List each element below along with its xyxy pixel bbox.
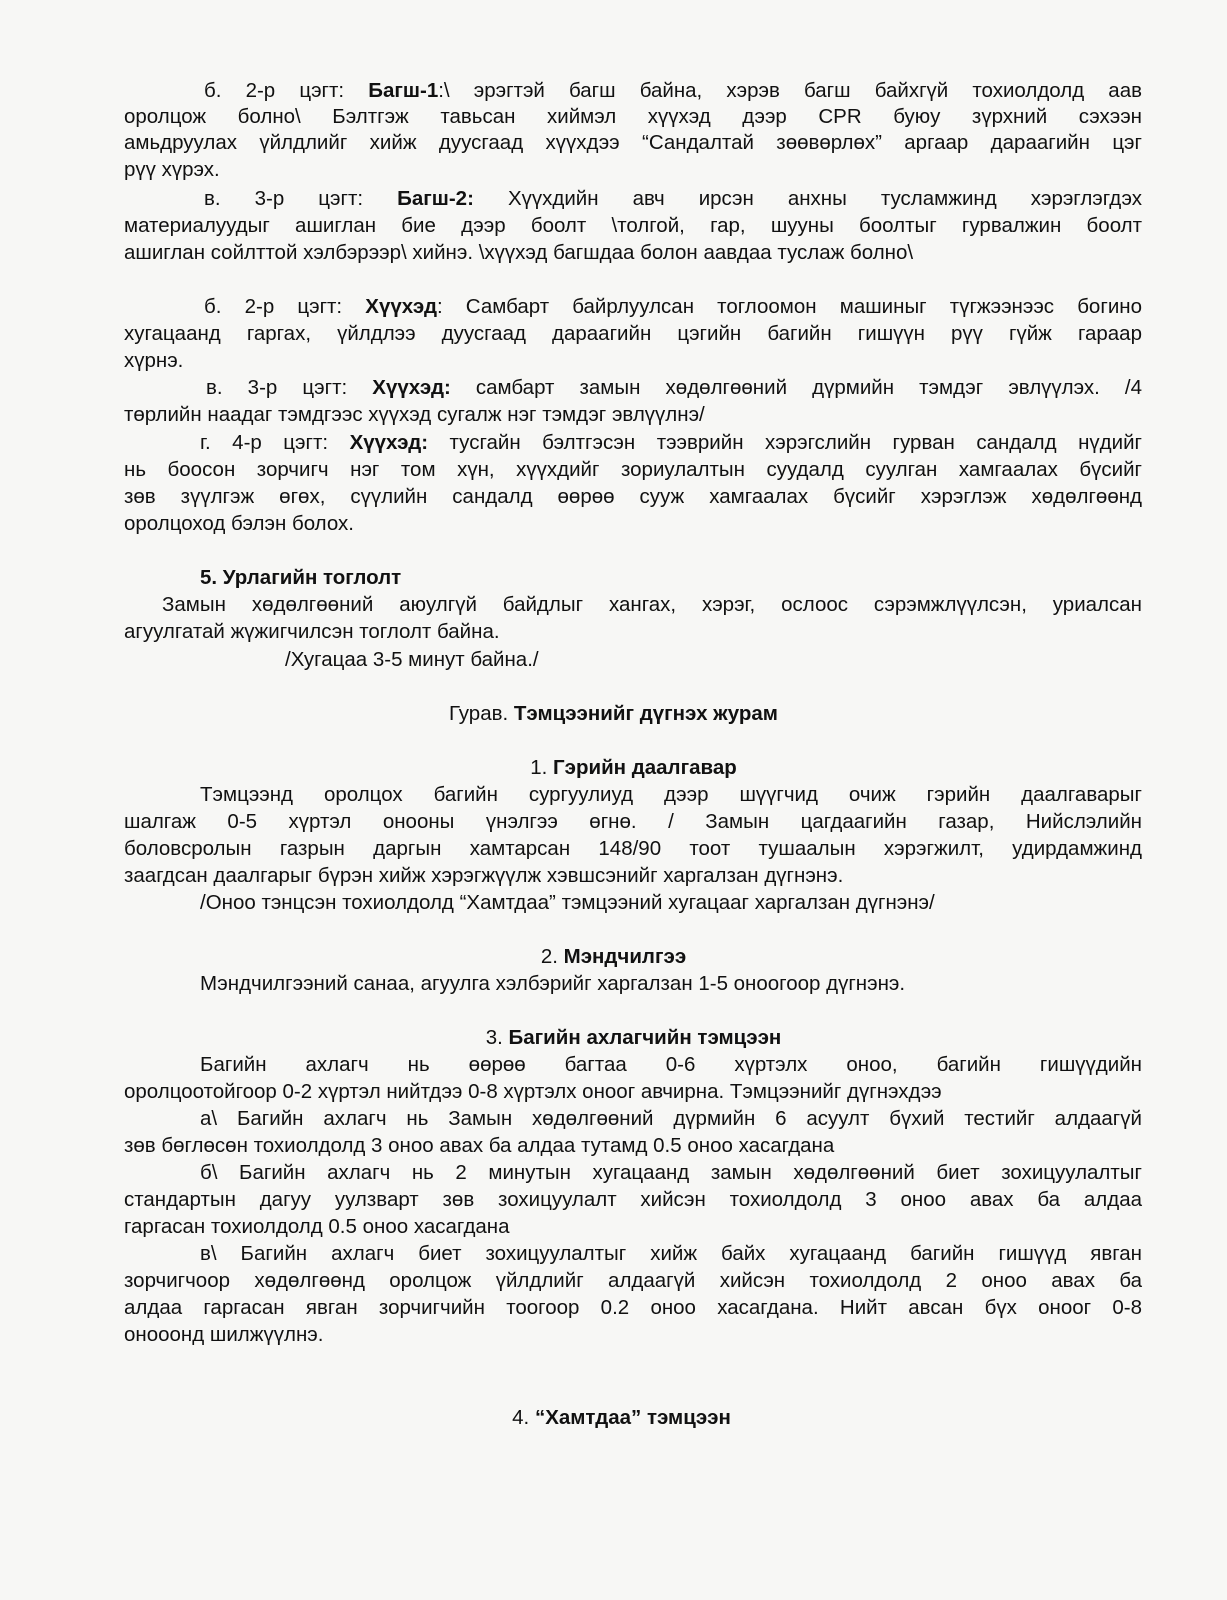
role-label: Багш-1 [368,79,439,102]
subsection-heading [20,755,1227,781]
item-text: Хүүхдийн авч ирсэн анхны тусламжинд хэрэглэгдэх [473,187,1142,210]
text-line: оролцож болно\ Бэлтгэж тавьсан хиймэл хүүхэд дээр CPR буюу зүрхний сэхээн [124,105,1142,128]
text-line: оролцоотойгоор 0-2 хүртэл нийтдээ 0-8 хүртэлх оноог авчирна. Тэмцээнийг дүгнэхдээ [124,1080,942,1103]
text-line: боловсролын газрын даргын хамтарсан 148/90 тоот тушаалын хэрэгжилт, удирдамжинд [124,837,1142,860]
part-title-text: Тэмцээнийг дүгнэх журам [513,702,778,725]
item-label: г. 4-р цэгт: [200,431,350,454]
part-prefix: Гурав. [449,702,514,725]
text-line: онооонд шилжүүлнэ. [124,1323,324,1346]
text-line: шалгаж 0-5 хүртэл онооны үнэлгээ өгнө. / Замын цагдаагийн газар, Нийслэлийн [124,810,1142,833]
role-label: Хүүхэд [365,295,437,318]
item-text: самбарт замын хөдөлгөөний дүрмийн тэмдэг эвлүүлэх. /4 [450,376,1142,399]
subsection-number: 4. [512,1406,535,1429]
item-label: в. 3-р цэгт: [204,187,398,210]
text-line: зөв зүүлгэж өгөх, сүүлийн сандалд өөрөө сууж хамгаалах бүсийг хэрэглэж хөдөлгөөнд [124,485,1142,508]
text-line: а\ Багийн ахлагч нь Замын хөдөлгөөний дүрмийн 6 асуулт бүхий тестийг алдаагүй [200,1107,1142,1130]
text-line: Мэндчилгээний санаа, агуулга хэлбэрийг харгалзан 1-5 оноогоор дүгнэнэ. [200,972,906,995]
text-line: нь боосон зорчигч нэг том хүн, хүүхдийг зориулалтын суудалд суулган хамгаалах бүсийг [124,458,1142,481]
text-line: Тэмцээнд оролцох багийн сургуулиуд дээр шүүгчид очиж гэрийн даалгаварыг [200,783,1142,806]
item-text: : Самбарт байрлуулсан тоглоомон машиныг түгжээнээс богино [436,295,1142,318]
text-line: зорчигчоор хөдөлгөөнд оролцож үйлдлийг алдаагүй хийсэн тохиолдолд 2 оноо авах ба [124,1269,1142,1292]
text-line: оролцоход бэлэн болох. [124,512,354,535]
duration-note: /Хугацаа 3-5 минут байна./ [285,648,539,671]
subsection-number: 2. [540,945,564,968]
subsection-heading [8,1405,1227,1431]
subsection-title: Мэндчилгээ [563,945,687,968]
subsection-heading [20,1025,1227,1051]
text-line: в\ Багийн ахлагч биет зохицуулалтыг хийж байх хугацаанд багийн гишүүд явган [200,1242,1142,1265]
role-label: Хүүхэд: [349,431,429,454]
subsection-heading [0,944,1227,970]
text-line: рүү хүрэх. [124,158,220,181]
para-g-child-line1 [200,430,1142,456]
text-line: гаргасан тохиолдолд 0.5 оноо хасагдана [124,1215,510,1238]
item-label: б. 2-р цэгт: [204,295,366,318]
text-line: агуулгатай жүжигчилсэн тоглолт байна. [124,620,500,643]
part-title [0,701,1227,727]
text-line: материалуудыг ашиглан бие дээр боолт \толгой, гар, шууны боолтыг гурвалжин боолт [124,214,1142,237]
item-label: в. 3-р цэгт: [206,376,373,399]
subsection-title: “Хамтдаа” тэмцээн [534,1406,731,1429]
text-line: зөв бөглөсөн тохиолдолд 3 оноо авах ба алдаа тутамд 0.5 оноо хасагдана [124,1134,835,1157]
text-line: хугацаанд гаргах, үйлдлээ дуусгаад дараагийн цэгийн багийн гишүүн рүү гүйж гараар [124,322,1142,345]
item-text: :\ эрэгтэй багш байна, хэрэв багш байхгүй тохиолдолд аав [438,79,1142,102]
text-line: хүрнэ. [124,349,184,372]
text-line: /Оноо тэнцсэн тохиолдолд “Хамтдаа” тэмцээний хугацааг харгалзан дүгнэнэ/ [200,891,935,914]
section-heading: 5. Урлагийн тоглолт [200,566,402,589]
subsection-title: Багийн ахлагчийн тэмцээн [508,1026,782,1049]
role-label: Багш-2: [397,187,474,210]
role-label: Хүүхэд: [372,376,451,399]
item-text: тусгайн бэлтгэсэн тээврийн хэрэгслийн гурван сандалд нүдийг [428,431,1143,454]
text-line: заагдсан даалгарыг бүрэн хийж хэрэгжүүлж хэвшсэнийг харгалзан дүгнэнэ. [124,864,844,887]
text-line: стандартын дагуу уулзварт зөв зохицуулалт хийсэн тохиолдолд 3 оноо авах ба алдаа [124,1188,1142,1211]
para-v-teacher2-line1 [204,186,1142,212]
para-b-teacher1-line1 [204,78,1142,104]
para-v-child-line1 [206,375,1142,401]
text-line: б\ Багийн ахлагч нь 2 минутын хугацаанд замын хөдөлгөөний биет зохицуулалтыг [200,1161,1142,1184]
para-b-child-line1 [204,294,1142,320]
subsection-number: 3. [485,1026,509,1049]
text-line: амьдруулах үйлдлийг хийж дуусгаад хүүхдээ “Сандалтай зөөвөрлөх” аргаар дараагийн цэг [124,131,1142,154]
text-line: Багийн ахлагч нь өөрөө багтаа 0-6 хүртэлх оноо, багийн гишүүдийн [200,1053,1142,1076]
subsection-title: Гэрийн даалгавар [553,756,737,779]
subsection-number: 1. [530,756,553,779]
text-line: ашиглан сойлттой хэлбэрээр\ хийнэ. \хүүхэд багшдаа болон аавдаа туслаж болно\ [124,241,914,264]
text-line: Замын хөдөлгөөний аюулгүй байдлыг хангах, хэрэг, ослоос сэрэмжлүүлсэн, уриалсан [162,593,1142,616]
text-line: алдаа гаргасан явган зорчигчийн тоогоор 0.2 оноо хасагдана. Нийт авсан бүх оноог 0-8 [124,1296,1142,1319]
text-line: төрлийн наадаг тэмдгээс хүүхэд сугалж нэг тэмдэг эвлүүлнэ/ [124,403,705,426]
item-label: б. 2-р цэгт: [204,79,369,102]
